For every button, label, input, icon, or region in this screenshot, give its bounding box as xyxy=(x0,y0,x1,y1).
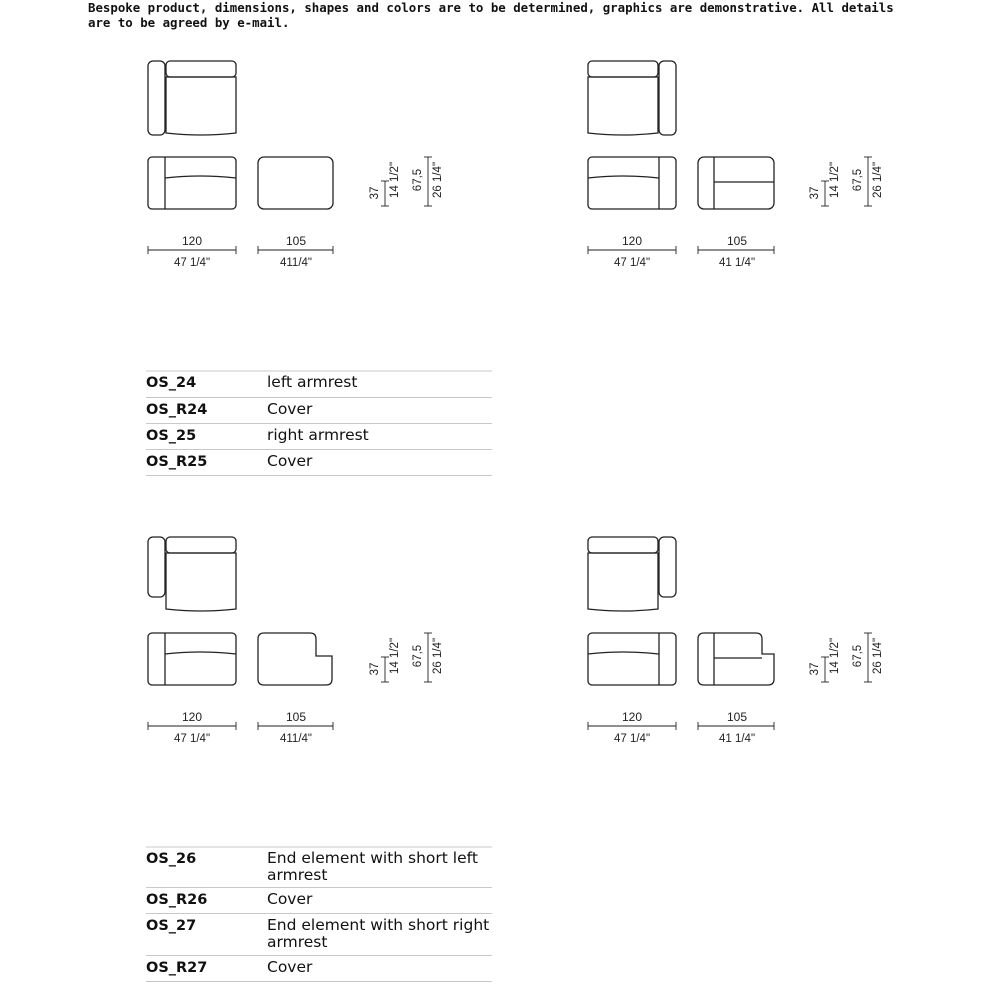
top-view-armrest xyxy=(659,537,676,597)
top-view-backrest xyxy=(166,61,236,77)
model-code: OS_27 xyxy=(146,913,267,955)
drawing-right-armrest xyxy=(588,61,774,209)
total-height-cm: 67,5 xyxy=(412,644,424,668)
table-row xyxy=(146,913,492,955)
top-view-backrest xyxy=(588,61,658,77)
width-front-in: 47 1/4" xyxy=(613,733,651,745)
side-view-body xyxy=(258,157,333,209)
table-row xyxy=(146,449,492,475)
width-side-in: 411/4" xyxy=(279,733,313,745)
seat-height-cm: 37 xyxy=(369,186,381,200)
total-height-in: 26 1/4" xyxy=(872,637,884,675)
width-front-in: 47 1/4" xyxy=(613,257,651,269)
table-row xyxy=(146,887,492,913)
width-side-in: 41 1/4" xyxy=(718,733,756,745)
model-description: right armrest xyxy=(267,423,492,449)
top-view-armrest xyxy=(148,61,165,135)
drawing-left-armrest xyxy=(148,61,333,209)
width-side-in: 41 1/4" xyxy=(718,257,756,269)
table-row xyxy=(146,371,492,397)
model-code: OS_R25 xyxy=(146,449,267,475)
seat-height-cm: 37 xyxy=(809,186,821,200)
front-view-body xyxy=(148,633,236,685)
table-row xyxy=(146,847,492,887)
drawing-end-element-short-right xyxy=(588,537,774,685)
width-front-in: 47 1/4" xyxy=(173,733,211,745)
width-side-cm: 105 xyxy=(726,710,748,724)
side-view-body xyxy=(698,633,774,685)
width-front-in: 47 1/4" xyxy=(173,257,211,269)
front-view-seat-line xyxy=(165,652,236,654)
model-description: left armrest xyxy=(267,371,492,397)
model-description: Cover xyxy=(267,449,492,475)
model-code: OS_R26 xyxy=(146,887,267,913)
seat-height-in: 14 1/2" xyxy=(389,161,401,199)
front-view-body xyxy=(588,157,676,209)
table-row xyxy=(146,397,492,423)
width-front-cm: 120 xyxy=(181,234,203,248)
seat-height-cm: 37 xyxy=(809,662,821,676)
front-view-seat-line xyxy=(165,176,236,178)
seat-height-cm: 37 xyxy=(369,662,381,676)
table-row xyxy=(146,423,492,449)
model-code: OS_24 xyxy=(146,371,267,397)
width-side-cm: 105 xyxy=(285,710,307,724)
top-view-seat xyxy=(166,553,236,611)
model-code: OS_R24 xyxy=(146,397,267,423)
seat-height-in: 14 1/2" xyxy=(389,637,401,675)
model-code-table-end-elements xyxy=(146,847,492,982)
total-height-cm: 67,5 xyxy=(852,168,864,192)
top-view-seat xyxy=(166,77,236,135)
model-description: End element with short left armrest xyxy=(267,847,492,887)
width-front-cm: 120 xyxy=(621,234,643,248)
model-description: Cover xyxy=(267,955,492,981)
total-height-in: 26 1/4" xyxy=(432,161,444,199)
front-view-body xyxy=(588,633,676,685)
model-code: OS_25 xyxy=(146,423,267,449)
table-row xyxy=(146,955,492,981)
disclaimer-text: Bespoke product, dimensions, shapes and colors are to be determined, graphics are demonstrative. All details are to be agreed by e-mail. xyxy=(88,0,894,30)
total-height-in: 26 1/4" xyxy=(432,637,444,675)
top-view-seat xyxy=(588,77,658,135)
top-view-backrest xyxy=(588,537,658,553)
seat-height-in: 14 1/2" xyxy=(829,637,841,675)
top-view-backrest xyxy=(166,537,236,553)
top-view-armrest xyxy=(148,537,165,597)
model-description: End element with short right armrest xyxy=(267,913,492,955)
width-front-cm: 120 xyxy=(181,710,203,724)
model-description: Cover xyxy=(267,397,492,423)
top-view-seat xyxy=(588,553,658,611)
total-height-cm: 67,5 xyxy=(412,168,424,192)
drawing-end-element-short-left xyxy=(148,537,332,685)
model-description: Cover xyxy=(267,887,492,913)
model-code: OS_26 xyxy=(146,847,267,887)
total-height-in: 26 1/4" xyxy=(872,161,884,199)
seat-height-in: 14 1/2" xyxy=(829,161,841,199)
front-view-body xyxy=(148,157,236,209)
model-code: OS_R27 xyxy=(146,955,267,981)
width-side-cm: 105 xyxy=(726,234,748,248)
front-view-seat-line xyxy=(588,176,659,178)
width-side-cm: 105 xyxy=(285,234,307,248)
top-view-armrest xyxy=(659,61,676,135)
side-view-body xyxy=(258,633,332,685)
front-view-seat-line xyxy=(588,652,659,654)
width-side-in: 411/4" xyxy=(279,257,313,269)
total-height-cm: 67,5 xyxy=(852,644,864,668)
width-front-cm: 120 xyxy=(621,710,643,724)
side-view-body xyxy=(698,157,774,209)
model-code-table-armrests xyxy=(146,371,492,476)
